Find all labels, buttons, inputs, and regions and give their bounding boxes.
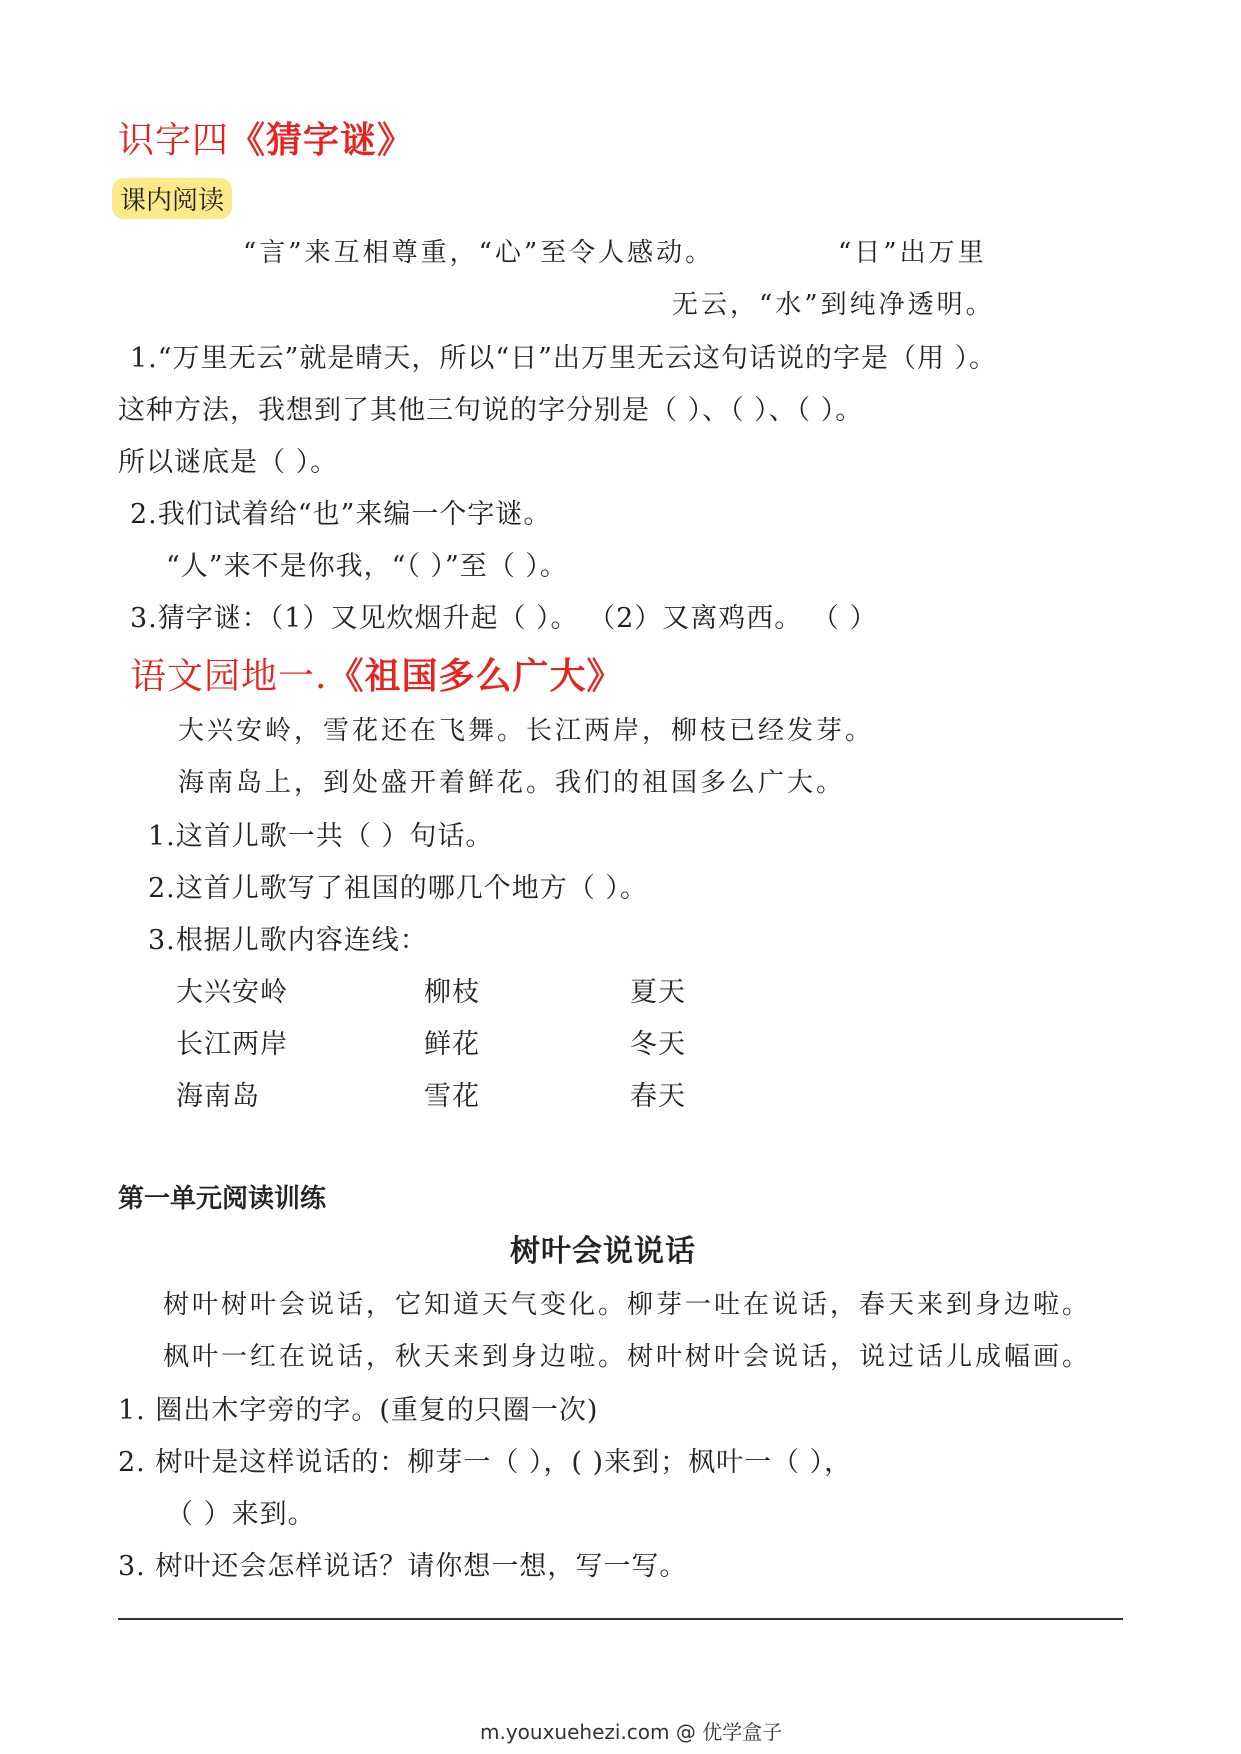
match-col1-item: 大兴安岭 (176, 977, 288, 1008)
riddle-line-1b: “日”出万里 (838, 238, 987, 268)
s1-question-3: 3.猜字谜：（1）又见炊烟升起（ ）。 （2）又离鸡西。 （ ） (130, 603, 878, 634)
story-line-1: 树叶树叶会说话，它知道天气变化。柳芽一吐在说话，春天来到身边啦。 (163, 1290, 1092, 1320)
s2-question-1: 1.这首儿歌一共（ ）句话。 (148, 821, 494, 852)
match-col2-item: 雪花 (424, 1081, 480, 1112)
s3-question-2-line-1: 2. 树叶是这样说话的：柳芽一（ ），( )来到；枫叶一（ ）， (118, 1447, 853, 1478)
match-col2-item: 鲜花 (424, 1029, 480, 1060)
match-col1-item: 海南岛 (176, 1081, 260, 1112)
section2-title (130, 648, 623, 699)
match-col2-item: 柳枝 (424, 977, 480, 1008)
riddle-line-1a: “言”来互相尊重，“心”至令人感动。 (243, 238, 715, 268)
poem-line-2: 海南岛上，到处盛开着鲜花。我们的祖国多么广大。 (178, 768, 846, 798)
section1-title-prefix: 识字四 (118, 120, 230, 161)
s2-question-2: 2.这首儿歌写了祖国的哪几个地方（ ）。 (148, 873, 648, 904)
match-col3-item: 冬天 (630, 1029, 686, 1060)
match-col3-item: 夏天 (630, 977, 686, 1008)
section3-heading: 第一单元阅读训练 (118, 1184, 327, 1214)
poem-line-1: 大兴安岭，雪花还在飞舞。长江两岸，柳枝已经发芽。 (178, 716, 875, 746)
riddle-line-2: 无云，“水”到纯净透明。 (672, 290, 995, 320)
s1-question-1-line-2: 这种方法，我想到了其他三句说的字分别是（ ）、（ ）、（ ）。 (118, 395, 864, 426)
match-col3-item: 春天 (630, 1081, 686, 1112)
s3-question-3: 3. 树叶还会怎样说话？请你想一想，写一写。 (118, 1551, 688, 1582)
story-line-2: 枫叶一红在说话，秋天来到身边啦。树叶树叶会说话，说过话儿成幅画。 (163, 1342, 1092, 1372)
section2-title-prefix: 语文园地一. (130, 656, 328, 697)
s1-question-1-line-3: 所以谜底是（ ）。 (118, 447, 339, 478)
s3-question-2-line-2: （ ）来到。 (166, 1499, 316, 1530)
s1-question-1-line-1: 1.“万里无云”就是晴天，所以“日”出万里无云这句话说的字是（用 ）。 (130, 343, 998, 374)
section1-title (118, 112, 414, 163)
section2-title-main: 《祖国多么广大》 (327, 655, 624, 697)
reading-tag: 课内阅读 (112, 178, 232, 219)
s1-question-2-line-1: 2.我们试着给“也”来编一个字谜。 (130, 499, 552, 530)
s1-question-2-line-2: “人”来不是你我，“（ ）”至（ ）。 (166, 551, 568, 582)
section1-title-main: 《猜字谜》 (229, 119, 415, 161)
s3-question-1: 1. 圈出木字旁的字。(重复的只圈一次) (118, 1395, 599, 1426)
footer-text: m.youxuehezi.com @ 优学盒子 (480, 1720, 783, 1744)
answer-line (118, 1618, 1123, 1620)
match-col1-item: 长江两岸 (176, 1029, 288, 1060)
s2-question-3: 3.根据儿歌内容连线： (148, 925, 428, 956)
story-title: 树叶会说说话 (510, 1234, 696, 1269)
